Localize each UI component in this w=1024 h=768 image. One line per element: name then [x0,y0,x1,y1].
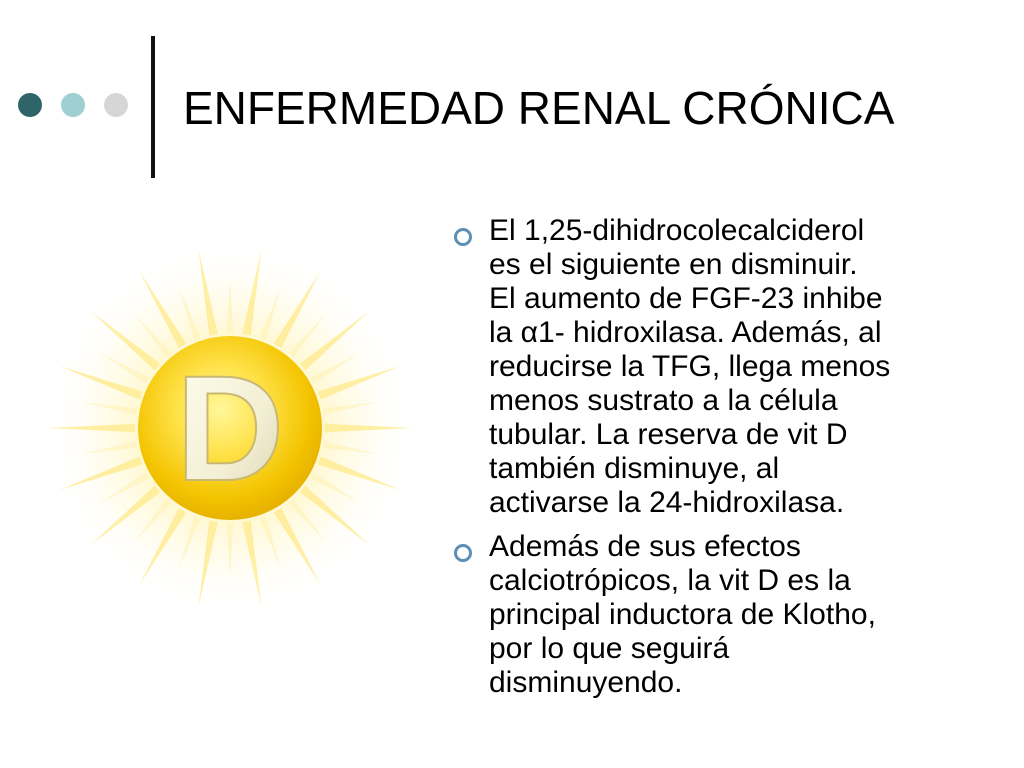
decorative-dot-dark [18,93,42,117]
bullet-item-vitamin-d-decline [451,214,1011,520]
decorative-dot-gray [104,93,128,117]
bullet-text-line: reducirse la TFG, llega menos [489,350,891,383]
title-divider [151,36,155,178]
bullet-item-klotho [451,530,1011,700]
bullet-text-line: Además de sus efectos [489,530,801,563]
bullet-text-line: tubular. La reserva de vit D [489,418,848,451]
bullet-text-line: El aumento de FGF-23 inhibe [489,282,883,315]
decorative-dot-light [61,93,85,117]
bullet-text-line: también disminuye, al [489,452,780,485]
bullet-text-line: menos sustrato a la célula [489,384,838,417]
bullet-text-line: calciotrópicos, la vit D es la [489,564,851,597]
bullet-text-line: principal inductora de Klotho, [489,598,876,631]
vitamin-d-sun-image [40,238,420,618]
bullet-text-line: por lo que seguirá [489,632,730,665]
bullet-circle-icon [454,228,472,246]
bullet-text-line: El 1,25-dihidrocolecalciderol [489,214,865,247]
slide-title: ENFERMEDAD RENAL CRÓNICA [183,82,895,134]
bullet-text-line: es el siguiente en disminuir. [489,248,858,281]
bullet-text-line: disminuyendo. [489,666,683,699]
bullet-circle-icon [454,544,472,562]
vitamin-d-letter: D [175,344,285,512]
bullet-text-line: activarse la 24-hidroxilasa. [489,486,845,519]
bullet-text-line: la α1- hidroxilasa. Además, al [489,316,882,349]
bullet-list [451,214,1011,700]
